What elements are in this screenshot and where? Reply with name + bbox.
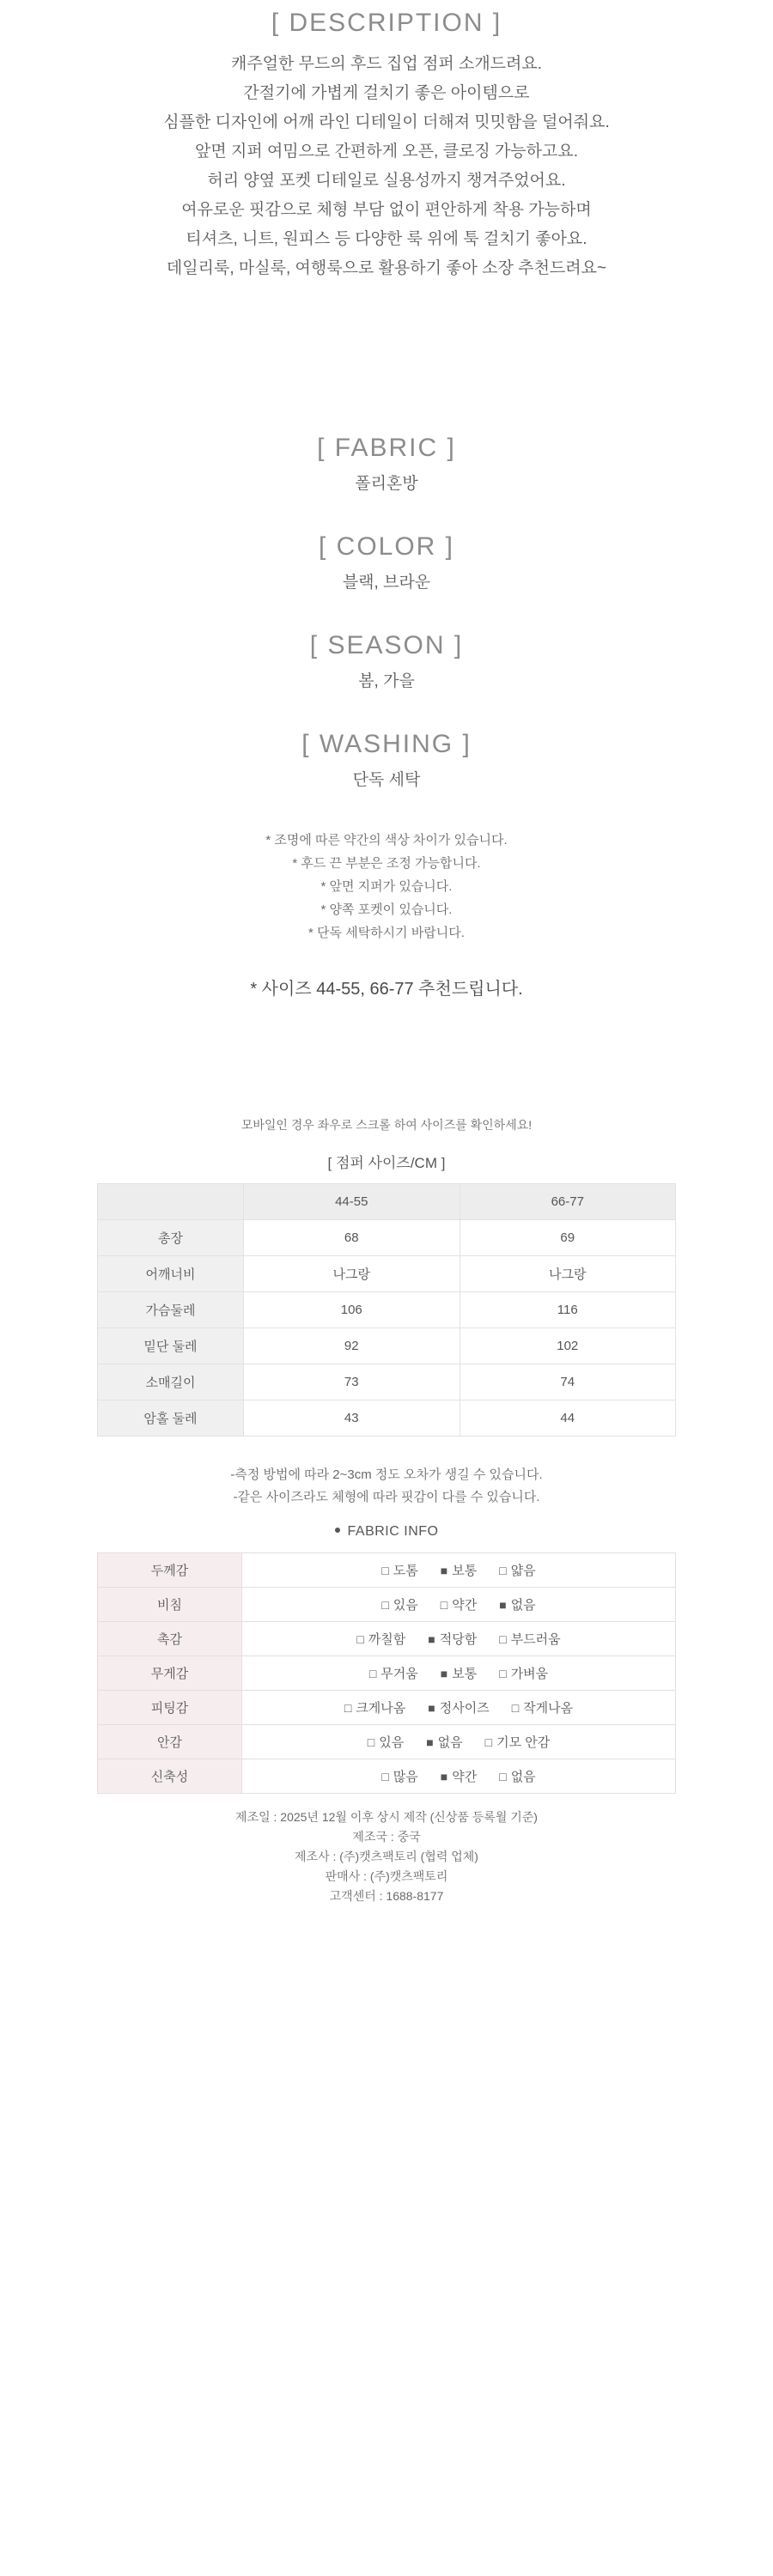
checkbox-empty-icon: □ <box>511 1701 520 1715</box>
checkbox-empty-icon: □ <box>499 1667 507 1680</box>
size-table-col-header: 44-55 <box>244 1184 460 1220</box>
fabric-info-option-label: 도톰 <box>393 1564 418 1578</box>
fabric-info-table <box>97 1552 676 1794</box>
checkbox-checked-icon: ■ <box>440 1564 448 1577</box>
fabric-info-row <box>98 1588 676 1622</box>
size-row-label: 암홀 둘레 <box>98 1400 244 1437</box>
fabric-info-row <box>98 1725 676 1759</box>
table-row <box>98 1256 676 1292</box>
description-line: 캐주얼한 무드의 후드 집업 점퍼 소개드려요. <box>230 55 543 73</box>
fabric-info-option <box>426 1733 462 1751</box>
fabric-info-option <box>441 1595 477 1613</box>
fabric-info-option <box>344 1698 405 1716</box>
checkbox-empty-icon: □ <box>440 1598 448 1612</box>
fabric-section <box>0 434 773 499</box>
size-cell: 69 <box>460 1220 676 1256</box>
table-row <box>98 1328 676 1364</box>
fabric-info-options <box>242 1759 676 1794</box>
checkbox-empty-icon: □ <box>381 1598 389 1612</box>
fabric-info-row <box>98 1759 676 1794</box>
size-cell: 나그랑 <box>244 1256 460 1292</box>
fabric-info-option-label: 없음 <box>437 1735 463 1750</box>
bullet-icon <box>335 1528 340 1533</box>
fabric-info-option-label: 얇음 <box>510 1564 536 1578</box>
fabric-info-label: 신축성 <box>98 1759 242 1794</box>
table-row <box>98 1220 676 1256</box>
checkbox-checked-icon: ■ <box>440 1667 448 1680</box>
checkbox-empty-icon: □ <box>499 1632 507 1646</box>
size-cell: 43 <box>244 1400 460 1437</box>
fabric-info-options <box>242 1725 676 1759</box>
fabric-info-title-text: FABRIC INFO <box>347 1524 439 1539</box>
fabric-info-option <box>499 1664 548 1682</box>
fabric-info-row <box>98 1656 676 1691</box>
fabric-info-option <box>381 1595 417 1613</box>
checkbox-checked-icon: ■ <box>428 1632 435 1646</box>
size-cell: 106 <box>244 1292 460 1328</box>
fabric-info-option-label: 보통 <box>452 1667 478 1681</box>
fabric-info-option <box>428 1630 477 1648</box>
size-cell: 116 <box>460 1292 676 1328</box>
washing-section <box>0 730 773 795</box>
fabric-info-option-label: 크게나옴 <box>356 1701 406 1716</box>
fabric-info-option <box>499 1561 535 1579</box>
description-line: 간절기에 가볍게 걸치기 좋은 아이템으로 <box>243 84 530 102</box>
table-row <box>98 1292 676 1328</box>
fabric-info-options <box>242 1691 676 1725</box>
fabric-info-option-label: 있음 <box>393 1598 418 1613</box>
fabric-info-option-label: 보통 <box>452 1564 478 1578</box>
fabric-info-label: 두께감 <box>98 1553 242 1588</box>
description-line: 여유로운 핏감으로 체형 부담 없이 편안하게 착용 가능하며 <box>181 201 592 219</box>
fabric-info-option <box>428 1698 489 1716</box>
fabric-info-row <box>98 1553 676 1588</box>
notes-section <box>0 829 773 945</box>
color-section <box>0 532 773 598</box>
fabric-info-option-label: 가벼움 <box>510 1667 549 1681</box>
fabric-info-option-label: 정사이즈 <box>439 1701 490 1716</box>
size-cell: 44 <box>460 1400 676 1437</box>
table-row <box>98 1400 676 1437</box>
fabric-info-wrapper <box>97 1552 676 1794</box>
fabric-info-label: 무게감 <box>98 1656 242 1691</box>
description-line: 앞면 지퍼 여밈으로 간편하게 오픈, 클로징 가능하고요. <box>194 143 579 161</box>
fabric-info-option <box>381 1767 417 1785</box>
note-line: * 단독 세탁하시기 바랍니다. <box>308 926 465 940</box>
fabric-info-option-label: 많음 <box>393 1770 418 1784</box>
fabric-info-option <box>441 1664 477 1682</box>
fabric-info-options <box>242 1622 676 1656</box>
size-table-title: [ 점퍼 사이즈/CM ] <box>327 1155 446 1171</box>
size-cell: 73 <box>244 1364 460 1400</box>
checkbox-empty-icon: □ <box>484 1735 493 1749</box>
season-section <box>0 631 773 696</box>
fabric-info-option <box>441 1561 477 1579</box>
season-title: [ SEASON ] <box>309 631 464 659</box>
checkbox-empty-icon: □ <box>499 1770 507 1783</box>
fabric-info-option <box>441 1767 477 1785</box>
fabric-info-options <box>242 1553 676 1588</box>
measure-note-line: -측정 방법에 따라 2~3cm 정도 오차가 생길 수 있습니다. <box>230 1467 543 1482</box>
fabric-info-option <box>499 1767 535 1785</box>
checkbox-empty-icon: □ <box>381 1564 389 1577</box>
fabric-info-option-label: 있음 <box>379 1735 405 1750</box>
fabric-info-option-label: 작게나옴 <box>523 1701 574 1716</box>
fabric-info-option <box>512 1698 573 1716</box>
checkbox-empty-icon: □ <box>499 1564 507 1577</box>
washing-title: [ WASHING ] <box>301 730 472 758</box>
size-row-label: 총장 <box>98 1220 244 1256</box>
note-line: * 후드 끈 부분은 조정 가능합니다. <box>292 856 481 871</box>
measurement-notes <box>0 1464 773 1509</box>
fabric-info-option-label: 기모 안감 <box>496 1735 551 1750</box>
fabric-value: 폴리혼방 <box>355 475 418 493</box>
fabric-info-options <box>242 1656 676 1691</box>
fabric-info-row <box>98 1691 676 1725</box>
size-table-col-header: 66-77 <box>460 1184 676 1220</box>
size-row-label: 밑단 둘레 <box>98 1328 244 1364</box>
fabric-info-option <box>485 1733 551 1751</box>
description-title: [ DESCRIPTION ] <box>271 9 502 37</box>
fabric-info-option <box>499 1630 560 1648</box>
fabric-info-option <box>356 1630 405 1648</box>
description-line: 심플한 디자인에 어깨 라인 디테일이 더해져 밋밋함을 덜어줘요. <box>163 113 610 131</box>
description-line: 허리 양옆 포켓 디테일로 실용성까지 챙겨주었어요. <box>207 172 566 190</box>
footer-section <box>0 1807 773 1906</box>
checkbox-checked-icon: ■ <box>440 1770 448 1783</box>
fabric-info-option-label: 약간 <box>452 1598 478 1613</box>
size-row-label: 가슴둘레 <box>98 1292 244 1328</box>
size-cell: 102 <box>460 1328 676 1364</box>
checkbox-checked-icon: ■ <box>428 1701 435 1715</box>
fabric-info-label: 비침 <box>98 1588 242 1622</box>
note-line: * 조명에 따른 약간의 색상 차이가 있습니다. <box>265 833 508 848</box>
measure-note-line: -같은 사이즈라도 체형에 따라 핏감이 다를 수 있습니다. <box>233 1490 540 1504</box>
washing-value: 단독 세탁 <box>352 771 421 789</box>
size-table-corner <box>98 1184 244 1220</box>
fabric-info-option-label: 적당함 <box>439 1632 478 1647</box>
fabric-info-option-label: 약간 <box>452 1770 478 1784</box>
fabric-title: [ FABRIC ] <box>317 434 456 462</box>
fabric-info-label: 피팅감 <box>98 1691 242 1725</box>
size-row-label: 소매길이 <box>98 1364 244 1400</box>
fabric-info-title <box>0 1524 773 1540</box>
fabric-info-option <box>381 1561 417 1579</box>
checkbox-empty-icon: □ <box>356 1632 364 1646</box>
footer-line: 제조국 : 중국 <box>352 1830 421 1844</box>
table-header-row <box>98 1184 676 1220</box>
size-table-wrapper <box>97 1183 676 1437</box>
checkbox-empty-icon: □ <box>381 1770 389 1783</box>
fabric-info-option-label: 없음 <box>510 1770 536 1784</box>
size-row-label: 어깨너비 <box>98 1256 244 1292</box>
fabric-info-row <box>98 1622 676 1656</box>
checkbox-checked-icon: ■ <box>426 1735 434 1749</box>
description-line: 데일리룩, 마실룩, 여행룩으로 활용하기 좋아 소장 추천드려요~ <box>166 259 607 277</box>
note-line: * 양쪽 포켓이 있습니다. <box>320 902 453 917</box>
fabric-info-label: 안감 <box>98 1725 242 1759</box>
fabric-info-option-label: 없음 <box>510 1598 536 1613</box>
checkbox-empty-icon: □ <box>367 1735 375 1749</box>
size-recommendation: * 사이즈 44-55, 66-77 추천드립니다. <box>250 980 523 999</box>
fabric-info-option <box>499 1595 535 1613</box>
note-line: * 앞면 지퍼가 있습니다. <box>320 879 453 894</box>
description-line: 티셔츠, 니트, 원피스 등 다양한 룩 위에 툭 걸치기 좋아요. <box>186 230 587 248</box>
scroll-hint: 모바일인 경우 좌우로 스크롤 하여 사이즈를 확인하세요! <box>240 1118 533 1132</box>
footer-line: 제조사 : (주)캣츠팩토리 (협력 업체) <box>295 1850 478 1863</box>
table-row <box>98 1364 676 1400</box>
fabric-info-option-label: 까칠함 <box>368 1632 406 1647</box>
size-cell: 92 <box>244 1328 460 1364</box>
fabric-info-option-label: 무거움 <box>380 1667 418 1681</box>
fabric-info-option <box>368 1733 404 1751</box>
color-title: [ COLOR ] <box>318 532 455 561</box>
fabric-info-options <box>242 1588 676 1622</box>
size-cell: 68 <box>244 1220 460 1256</box>
checkbox-empty-icon: □ <box>344 1701 352 1715</box>
checkbox-empty-icon: □ <box>368 1667 377 1680</box>
season-value: 봄, 가을 <box>358 672 415 690</box>
footer-line: 판매사 : (주)캣츠팩토리 <box>325 1869 448 1883</box>
fabric-info-label: 촉감 <box>98 1622 242 1656</box>
fabric-info-option-label: 부드러움 <box>510 1632 561 1647</box>
description-section <box>0 9 773 283</box>
fabric-info-option <box>369 1664 418 1682</box>
size-cell: 나그랑 <box>460 1256 676 1292</box>
size-cell: 74 <box>460 1364 676 1400</box>
color-value: 블랙, 브라운 <box>342 574 431 592</box>
checkbox-checked-icon: ■ <box>499 1598 507 1612</box>
footer-line: 제조일 : 2025년 12월 이후 상시 제작 (신상품 등록월 기준) <box>235 1810 538 1824</box>
size-table <box>97 1183 676 1437</box>
footer-line: 고객센터 : 1688-8177 <box>329 1889 444 1903</box>
